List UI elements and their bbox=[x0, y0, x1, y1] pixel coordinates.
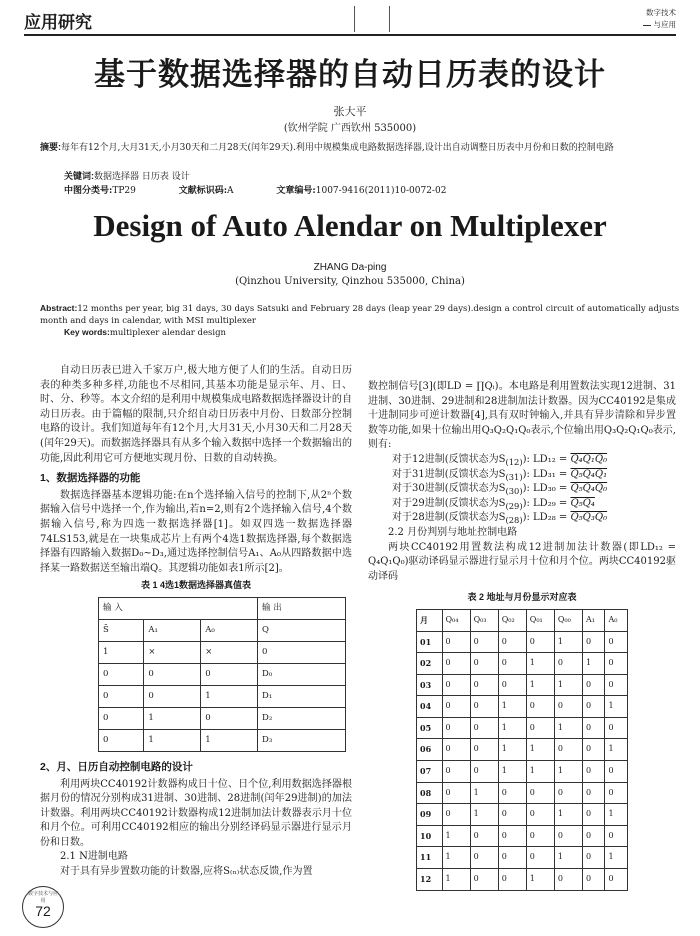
table-cell: 0 bbox=[498, 674, 526, 696]
eq-rhs: Q₄Q₁Q₀ bbox=[570, 453, 608, 465]
table-cell: 0 bbox=[526, 717, 554, 739]
table-cell: 1 bbox=[526, 653, 554, 675]
table-cell: 0 bbox=[526, 696, 554, 718]
table-cell: 1 bbox=[201, 729, 258, 751]
abstract-cn-label: 摘要: bbox=[40, 142, 61, 152]
author-cn: 张大平 bbox=[333, 105, 367, 118]
table-cell: 0 bbox=[498, 631, 526, 653]
paragraph-load-signal: 数控制信号[3](即LD = ∏Qᵢ)。本电路是利用置数法实现12进制、31进制、30进制、29进制和28进制加法计数器。因为CC40192是集成十进制同步可逆计数器[4],具有双时钟输入,并具有异步清除和异步置数等功能,如果十位输出用Q₃Q₂Q₁Q₀表示,个位输出用Q₃Q₂Q₁Q₀表示,则有: bbox=[368, 381, 676, 451]
table-header-cell: A₀ bbox=[201, 619, 258, 641]
paragraph-n-counter: 对于具有异步置数功能的计数器,应将S₍ₙ₎状态反馈,作为置 bbox=[60, 866, 313, 878]
table-cell: 1 bbox=[554, 761, 582, 783]
table-cell: 0 bbox=[442, 696, 470, 718]
month-cell: 07 bbox=[417, 761, 443, 783]
table-header-cell: Q₀₂ bbox=[498, 609, 526, 631]
table-cell: D₃ bbox=[258, 729, 346, 751]
journal-mark bbox=[616, 7, 676, 31]
running-header bbox=[24, 6, 676, 36]
clc-label: 中图分类号: bbox=[64, 186, 113, 196]
eq-sub: (31) bbox=[505, 471, 523, 482]
table-row bbox=[99, 729, 346, 751]
keywords-en-label: Key words: bbox=[64, 327, 110, 337]
table-cell: 0 bbox=[582, 674, 604, 696]
table-cell: 0 bbox=[442, 804, 470, 826]
table-cell: 0 bbox=[201, 663, 258, 685]
table-cell: 0 bbox=[582, 782, 604, 804]
table-cell: 1 bbox=[605, 847, 628, 869]
keywords-en bbox=[64, 327, 226, 338]
table-cell: 1 bbox=[470, 782, 498, 804]
table-header-cell: Q₀₁ bbox=[526, 609, 554, 631]
journal-mark-line1: 数字技术 bbox=[646, 8, 676, 17]
table-row bbox=[417, 717, 628, 739]
table-cell: 1 bbox=[605, 739, 628, 761]
eq-text: 对于31进制(反馈状态为S bbox=[392, 468, 506, 480]
table-header-cell: A₁ bbox=[582, 609, 604, 631]
section-heading-2: 2、月、日历自动控制电路的设计 bbox=[40, 760, 193, 773]
table-cell: 0 bbox=[498, 653, 526, 675]
table-cell: 1 bbox=[470, 804, 498, 826]
eq-lhs: ): LD₁₂ = bbox=[522, 453, 571, 465]
month-cell: 04 bbox=[417, 696, 443, 718]
month-cell: 08 bbox=[417, 782, 443, 804]
eq-text: 对于28进制(反馈状态为S bbox=[392, 512, 506, 524]
section-label: 应用研究 bbox=[24, 13, 92, 32]
journal-mark-line2: 与应用 bbox=[653, 20, 676, 29]
month-cell: 12 bbox=[417, 869, 443, 891]
table-cell: 1 bbox=[526, 761, 554, 783]
table-cell: 0 bbox=[554, 869, 582, 891]
table-header-cell: Q₀₄ bbox=[442, 609, 470, 631]
table-header-cell: Q₀₀ bbox=[554, 609, 582, 631]
table-row bbox=[417, 674, 628, 696]
title-en: Design of Auto Alendar on Multiplexer bbox=[93, 208, 607, 243]
body-left-column bbox=[40, 364, 352, 880]
table-cell: 0 bbox=[605, 631, 628, 653]
table-cell: 0 bbox=[582, 804, 604, 826]
table-cell: 0 bbox=[582, 847, 604, 869]
badge-journal-text: 数字技术与应用 bbox=[28, 891, 59, 904]
abstract-en-text: 12 months per year, big 31 days, 30 days Satsuki and February 28 days (leap year 29 days).design a control circuit of automatically adjusts month and days in calendar, with MSI multiplexer bbox=[40, 304, 680, 326]
table-cell: 1 bbox=[526, 674, 554, 696]
table-cell: 0 bbox=[582, 631, 604, 653]
table-cell: 0 bbox=[470, 825, 498, 847]
table-header-cell: A₀ bbox=[605, 609, 628, 631]
eq-sub: (30) bbox=[505, 486, 523, 497]
table-cell: 1 bbox=[605, 804, 628, 826]
table-cell: 0 bbox=[605, 761, 628, 783]
table-cell: 1 bbox=[144, 729, 201, 751]
table-cell: 1 bbox=[442, 869, 470, 891]
table-cell: 0 bbox=[582, 717, 604, 739]
table-cell: 0 bbox=[470, 674, 498, 696]
table-row bbox=[417, 653, 628, 675]
table-row bbox=[417, 825, 628, 847]
table-cell: 0 bbox=[554, 825, 582, 847]
table-cell: × bbox=[201, 641, 258, 663]
table-cell: 0 bbox=[470, 696, 498, 718]
table-cell: 0 bbox=[526, 782, 554, 804]
table-cell: 0 bbox=[582, 869, 604, 891]
table-cell: 0 bbox=[470, 631, 498, 653]
table-cell: 1 bbox=[554, 631, 582, 653]
keywords-cn-label: 关键词: bbox=[64, 171, 94, 181]
table-cell: 1 bbox=[554, 674, 582, 696]
eq-rhs: Q₅Q₃Q₀ bbox=[570, 512, 608, 524]
table-cell: 0 bbox=[526, 631, 554, 653]
table-cell: 0 bbox=[554, 653, 582, 675]
table-cell: 1 bbox=[526, 739, 554, 761]
table-cell: 0 bbox=[144, 663, 201, 685]
table-cell: 0 bbox=[526, 825, 554, 847]
table-cell: 0 bbox=[470, 847, 498, 869]
table-cell: 0 bbox=[470, 717, 498, 739]
month-cell: 05 bbox=[417, 717, 443, 739]
eq-lhs: ): LD₃₁ = bbox=[522, 468, 571, 480]
paragraph-mux-function: 数据选择器基本逻辑功能:在n个选择输入信号的控制下,从2ⁿ个数据输入信号中选择一个,作为输出,若n=2,则有2个选择输入信号,4个数据输入信号,称为四选一数据选择器[1]。如双四选一数据选择器74LS153,就是在一块集成芯片上有两个4选1数据选择器,每个数据选择器有四路输入数据D₀~D₃,通过选择控制信号A₁、A₀从四路数据中选择某一路数据送至输出端Q。其逻辑功能如表1所示[2]。 bbox=[40, 489, 352, 574]
table-cell: 1 bbox=[498, 696, 526, 718]
table-cell: 0 bbox=[442, 717, 470, 739]
table-cell: 0 bbox=[442, 761, 470, 783]
table-header-cell: 输 出 bbox=[258, 597, 346, 619]
table-cell: 1 bbox=[442, 847, 470, 869]
table-cell: 0 bbox=[554, 782, 582, 804]
table-cell: 0 bbox=[582, 696, 604, 718]
equation-list bbox=[392, 453, 676, 526]
table-cell: 0 bbox=[526, 804, 554, 826]
table-cell: 0 bbox=[498, 847, 526, 869]
table-cell: 1 bbox=[498, 739, 526, 761]
table-row bbox=[99, 641, 346, 663]
table-cell: 0 bbox=[554, 696, 582, 718]
table-cell: 0 bbox=[605, 825, 628, 847]
table-cell: 1 bbox=[442, 825, 470, 847]
table-cell: 0 bbox=[605, 674, 628, 696]
author-en: ZHANG Da-ping bbox=[313, 262, 387, 273]
table-cell: 0 bbox=[498, 782, 526, 804]
article-no-value: 1007-9416(2011)10-0072-02 bbox=[315, 186, 447, 196]
table-row bbox=[417, 847, 628, 869]
header-decoration bbox=[354, 6, 390, 32]
table-cell: 0 bbox=[442, 631, 470, 653]
table-cell: × bbox=[144, 641, 201, 663]
month-cell: 01 bbox=[417, 631, 443, 653]
article-no-label: 文章编号: bbox=[276, 186, 316, 196]
table-cell: 0 bbox=[582, 739, 604, 761]
table-row bbox=[417, 761, 628, 783]
table-cell: 0 bbox=[526, 847, 554, 869]
month-cell: 11 bbox=[417, 847, 443, 869]
table-row bbox=[99, 663, 346, 685]
table-cell: 0 bbox=[99, 663, 144, 685]
body-right-column bbox=[368, 380, 676, 891]
page-number: 72 bbox=[35, 903, 51, 919]
subsection-heading-2-2: 2.2 月份判别与地址控制电路 bbox=[388, 526, 518, 538]
table-header-cell: 输 入 bbox=[99, 597, 258, 619]
eq-lhs: ): LD₂₉ = bbox=[522, 497, 571, 509]
table-row bbox=[417, 869, 628, 891]
table-cell: D₀ bbox=[258, 663, 346, 685]
table-cell: 0 bbox=[582, 825, 604, 847]
table-cell: 0 bbox=[554, 739, 582, 761]
intro-paragraph: 自动日历表已进入千家万户,极大地方便了人们的生活。自动日历表的种类多种多样,功能也不尽相同,其基本功能是显示年、月、日、时、分、秒等。本文介绍的是利用中规模集成电路数据选择器设计的自动日历表。由于篇幅的限制,只介绍自动日历表中月份、日数部分控制电路的设计。我们知道每年有12个月,大月31天,小月30天和二月28天(闰年29天)。而数据选择器具有从多个输入数据中选择一个数据输出的功能,因此利用它可方便地实现月份、日数的自动转换。 bbox=[40, 365, 352, 464]
eq-lhs: ): LD₃₀ = bbox=[522, 483, 571, 495]
table1-caption: 表 1 4选1数据选择器真值表 bbox=[140, 580, 252, 591]
subsection-heading-2-1: 2.1 N进制电路 bbox=[60, 851, 128, 863]
eq-rhs: Q₅Q₄Q₀ bbox=[570, 483, 608, 495]
table-cell: 1 bbox=[554, 847, 582, 869]
table-row bbox=[417, 739, 628, 761]
table-header-cell: Q bbox=[258, 619, 346, 641]
table-cell: 0 bbox=[498, 825, 526, 847]
table-cell: 0 bbox=[605, 717, 628, 739]
table-cell: D₁ bbox=[258, 685, 346, 707]
doc-code-label: 文献标识码: bbox=[178, 186, 228, 196]
abstract-en-label: Abstract: bbox=[40, 303, 78, 313]
paragraph-calendar-design: 利用两块CC40192计数器构成日十位、日个位,利用数据选择器根据月份的情况分别构成31进制、30进制、28进制(闰年29进制)的加法计数器。利用两块CC40192计数器构成12进制加法计数器表示月十位和月个位。可利用CC40192相应的输出分别经译码显示器进行显示月份和日数。 bbox=[40, 778, 352, 848]
equation-line bbox=[392, 497, 676, 512]
table-header-cell: S̄ bbox=[99, 619, 144, 641]
equation-line bbox=[392, 468, 676, 483]
table-row bbox=[417, 696, 628, 718]
table-header-cell: 月 bbox=[417, 609, 443, 631]
table-cell: 0 bbox=[498, 869, 526, 891]
table-row bbox=[417, 782, 628, 804]
table-cell: 1 bbox=[144, 707, 201, 729]
table-cell: 0 bbox=[99, 729, 144, 751]
table-cell: 1 bbox=[498, 717, 526, 739]
table-header-cell: Q₀₃ bbox=[470, 609, 498, 631]
eq-rhs: Q₅Q₄Q₁ bbox=[570, 468, 608, 480]
month-cell: 06 bbox=[417, 739, 443, 761]
table-cell: 0 bbox=[99, 685, 144, 707]
table-cell: 0 bbox=[470, 869, 498, 891]
table-cell: 0 bbox=[144, 685, 201, 707]
eq-text: 对于30进制(反馈状态为S bbox=[392, 483, 506, 495]
table-cell: 0 bbox=[442, 739, 470, 761]
eq-text: 对于12进制(反馈状态为S bbox=[392, 453, 506, 465]
table-cell: 1 bbox=[554, 804, 582, 826]
table-row bbox=[417, 804, 628, 826]
keywords-cn-text: 数据选择器 日历表 设计 bbox=[94, 172, 190, 182]
paragraph-month-address: 两块CC40192用置数法构成12进制加法计数器(即LD₁₂ = Q₄Q₁Q₀)驱动译码显示器进行显示月十位和月个位。两块CC40192驱动译码 bbox=[368, 541, 676, 582]
equation-line bbox=[392, 482, 676, 497]
table-row bbox=[99, 619, 346, 641]
table-cell: 0 bbox=[470, 761, 498, 783]
affiliation-cn: (钦州学院 广西钦州 535000) bbox=[283, 123, 417, 134]
table-cell: 1 bbox=[582, 653, 604, 675]
table-cell: 0 bbox=[201, 707, 258, 729]
table-cell: 1 bbox=[554, 717, 582, 739]
eq-text: 对于29进制(反馈状态为S bbox=[392, 497, 506, 509]
month-cell: 03 bbox=[417, 674, 443, 696]
table-cell: 1 bbox=[99, 641, 144, 663]
table-cell: 0 bbox=[605, 869, 628, 891]
month-cell: 10 bbox=[417, 825, 443, 847]
equation-line bbox=[392, 511, 676, 526]
table-cell: 0 bbox=[582, 761, 604, 783]
eq-sub: (12) bbox=[505, 456, 523, 467]
table-row bbox=[417, 609, 628, 631]
table-row bbox=[99, 707, 346, 729]
table2-caption: 表 2 地址与月份显示对应表 bbox=[467, 592, 577, 603]
page-number-badge bbox=[22, 886, 64, 928]
table-cell: 0 bbox=[442, 674, 470, 696]
month-address-table bbox=[416, 609, 628, 891]
title-cn: 基于数据选择器的自动日历表的设计 bbox=[94, 57, 606, 93]
clc-value: TP29 bbox=[112, 186, 136, 196]
section-heading-1: 1、数据选择器的功能 bbox=[40, 472, 141, 485]
classification-row bbox=[64, 183, 486, 196]
month-cell: 09 bbox=[417, 804, 443, 826]
month-table-body bbox=[417, 631, 628, 890]
month-cell: 02 bbox=[417, 653, 443, 675]
table-cell: 0 bbox=[470, 653, 498, 675]
table-cell: 0 bbox=[605, 782, 628, 804]
table-cell: 0 bbox=[442, 782, 470, 804]
eq-sub: (29) bbox=[505, 500, 523, 511]
table-cell: 0 bbox=[442, 653, 470, 675]
equation-line bbox=[392, 453, 676, 468]
keywords-en-text: multiplexer alendar design bbox=[109, 328, 227, 338]
eq-lhs: ): LD₂₈ = bbox=[522, 512, 571, 524]
table-cell: 0 bbox=[99, 707, 144, 729]
table-row bbox=[417, 631, 628, 653]
abstract-cn bbox=[40, 140, 680, 156]
table-row bbox=[99, 685, 346, 707]
table-cell: 1 bbox=[201, 685, 258, 707]
table-cell: 1 bbox=[498, 761, 526, 783]
table-cell: 0 bbox=[470, 739, 498, 761]
table-cell: 1 bbox=[605, 696, 628, 718]
eq-rhs: Q₅Q₄ bbox=[570, 497, 595, 509]
truth-table bbox=[98, 597, 346, 752]
table-cell: D₂ bbox=[258, 707, 346, 729]
table-cell: 0 bbox=[605, 653, 628, 675]
table-row bbox=[99, 597, 346, 619]
eq-sub: (28) bbox=[505, 515, 523, 526]
abstract-en bbox=[40, 302, 680, 327]
affiliation-en: (Qinzhou University, Qinzhou 535000, China) bbox=[235, 276, 465, 287]
table-cell: 1 bbox=[526, 869, 554, 891]
abstract-cn-text: 每年有12个月,大月31天,小月30天和二月28天(闰年29天).利用中规模集成电路数据选择器,设计出自动调整日历表中月份和日数的控制电路 bbox=[61, 143, 614, 153]
table-header-cell: A₁ bbox=[144, 619, 201, 641]
table-cell: 0 bbox=[498, 804, 526, 826]
table-cell: 0 bbox=[258, 641, 346, 663]
doc-code-value: A bbox=[227, 186, 234, 196]
